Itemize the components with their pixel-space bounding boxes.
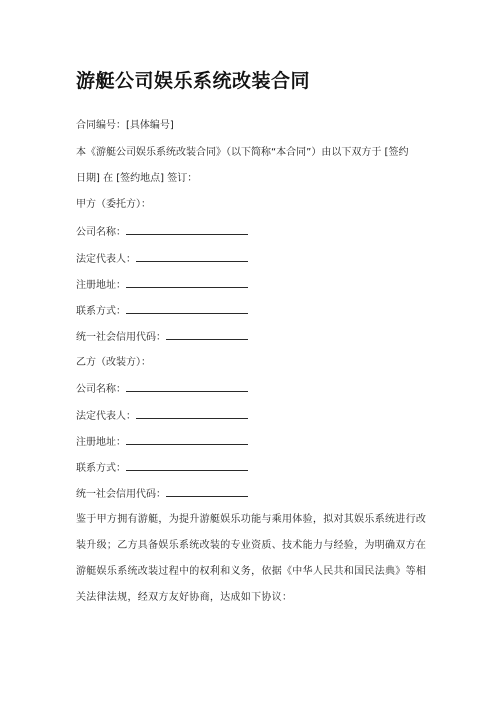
party-b-contact-blank bbox=[126, 461, 248, 471]
party-b-rep-row bbox=[76, 409, 248, 424]
party-b-rep-label: 法定代表人： bbox=[76, 411, 136, 422]
party-a-contact-row bbox=[76, 304, 248, 319]
party-b-company-row bbox=[76, 382, 248, 397]
party-a-address-label: 注册地址： bbox=[76, 280, 126, 291]
preamble-line-3: 游艇娱乐系统改装过程中的权利和义务，依据《中华人民共和国民法典》等相 bbox=[76, 566, 427, 577]
preamble-line-1: 鉴于甲方拥有游艇，为提升游艇娱乐功能与乘用体验，拟对其娱乐系统进行改 bbox=[76, 514, 427, 525]
party-a-rep-blank bbox=[136, 252, 248, 262]
party-a-contact-label: 联系方式： bbox=[76, 306, 126, 317]
party-b-heading: 乙方（改装方）： bbox=[76, 357, 151, 368]
preamble-line-2: 装升级；乙方具备娱乐系统改装的专业资质、技术能力与经验，为明确双方在 bbox=[76, 540, 427, 551]
party-a-company-blank bbox=[126, 225, 248, 235]
party-a-address-blank bbox=[126, 278, 248, 288]
party-a-address-row bbox=[76, 278, 248, 293]
party-b-company-blank bbox=[126, 382, 248, 392]
party-b-credit-row bbox=[76, 487, 248, 502]
preamble-paragraph bbox=[76, 513, 428, 617]
party-a-heading: 甲方（委托方）： bbox=[76, 199, 151, 210]
party-a-company-row bbox=[76, 225, 248, 240]
preamble-line-4: 关法律法规，经双方友好协商，达成如下协议： bbox=[76, 592, 293, 603]
party-b-rep-blank bbox=[136, 409, 248, 419]
party-b-company-label: 公司名称： bbox=[76, 384, 126, 395]
party-a-credit-label: 统一社会信用代码： bbox=[76, 332, 166, 343]
party-a-rep-row bbox=[76, 252, 248, 267]
party-a-company-label: 公司名称： bbox=[76, 227, 126, 238]
intro-line-2: 日期] 在 [签约地点] 签订： bbox=[76, 173, 198, 184]
party-b-credit-label: 统一社会信用代码： bbox=[76, 489, 166, 500]
party-a-credit-row bbox=[76, 330, 248, 345]
party-b-address-blank bbox=[126, 435, 248, 445]
party-b-contact-label: 联系方式： bbox=[76, 463, 126, 474]
party-b-credit-blank bbox=[166, 487, 248, 497]
party-b-address-row bbox=[76, 435, 248, 450]
contract-number: 合同编号：[具体编号] bbox=[76, 120, 174, 131]
party-a-credit-blank bbox=[166, 330, 248, 340]
party-a-rep-label: 法定代表人： bbox=[76, 254, 136, 265]
party-a-contact-blank bbox=[126, 304, 248, 314]
party-b-address-label: 注册地址： bbox=[76, 437, 126, 448]
document-title: 游艇公司娱乐系统改装合同 bbox=[76, 70, 311, 92]
intro-line-1: 本《游艇公司娱乐系统改装合同》（以下简称“本合同”）由以下双方于 [签约 bbox=[76, 147, 409, 158]
party-b-contact-row bbox=[76, 461, 248, 476]
